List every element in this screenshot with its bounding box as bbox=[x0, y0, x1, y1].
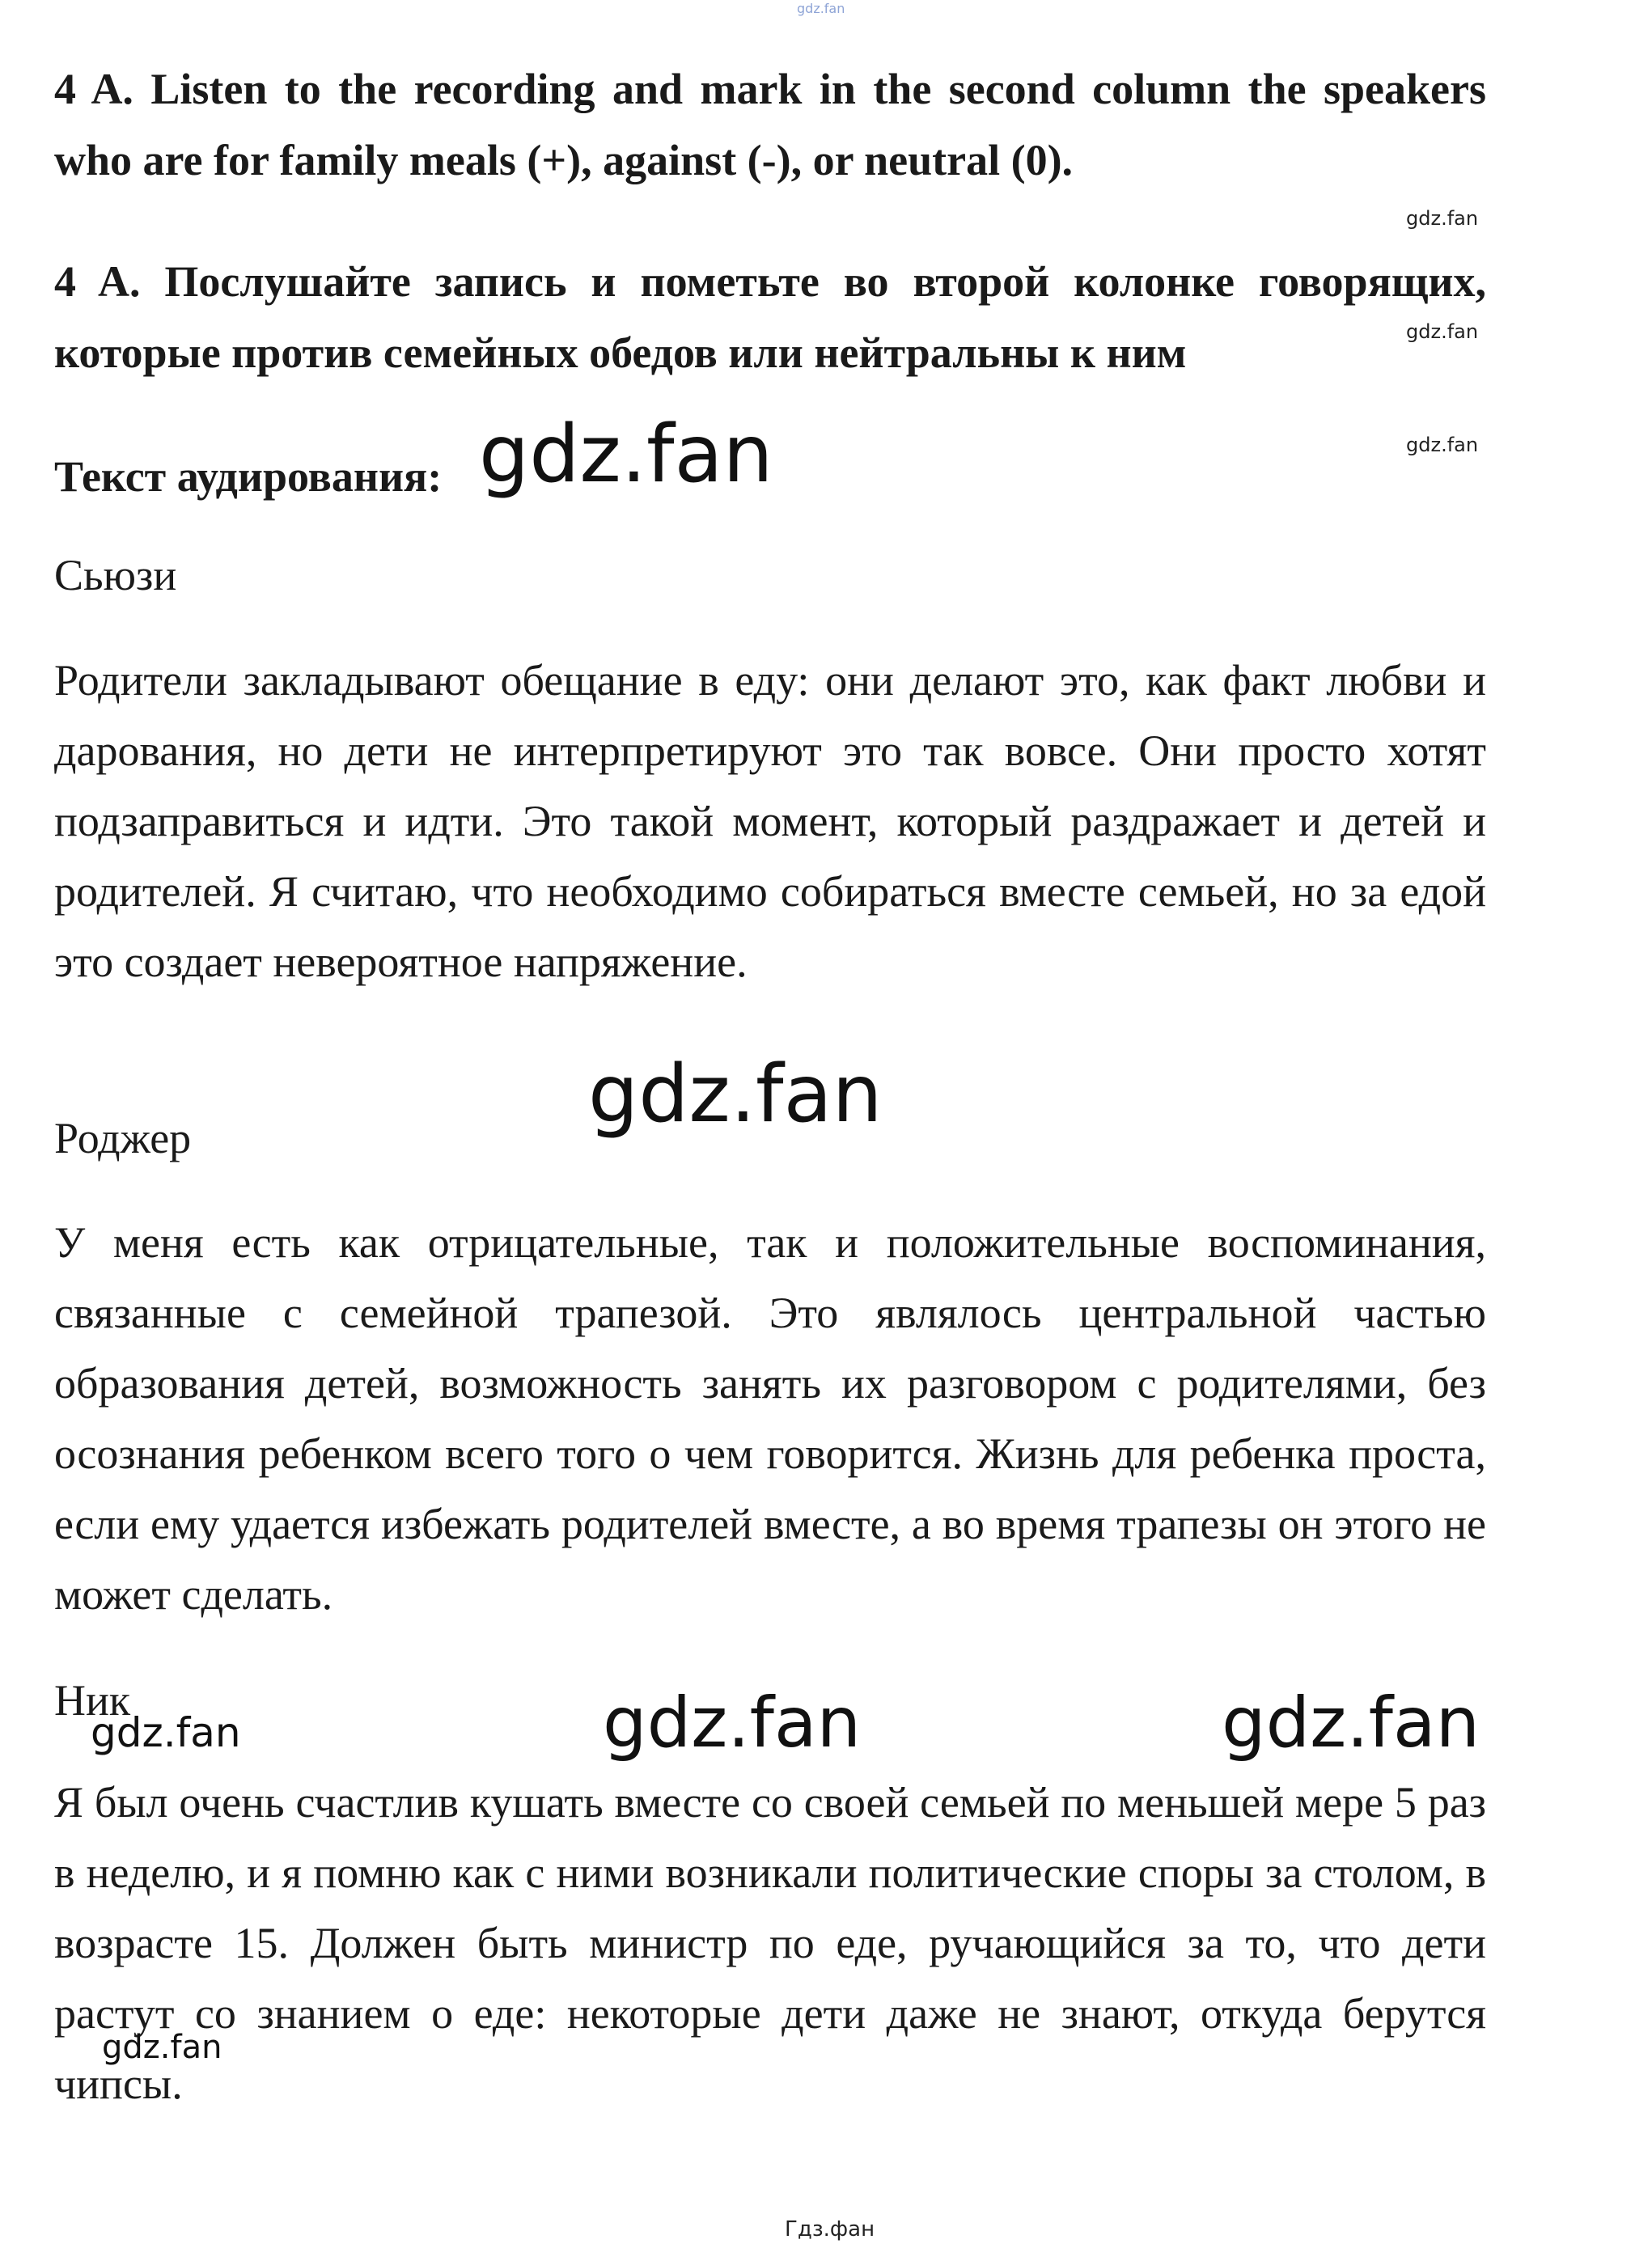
speaker-text: У меня есть как отрицательные, так и положительные воспоминания, связанные с семейной трапезой. Это являлось центральной частью образования детей, возможность занять их разговором с родителями, без осознания ребенком всего того о чем говорится. Жизнь для ребенка проста, если ему удается избежать родителей вместе, а во время трапезы он этого не может сделать. bbox=[54, 1218, 1486, 1619]
speaker-name: Сьюзи bbox=[54, 551, 177, 599]
speaker-text: Я был очень счастлив кушать вместе со своей семьей по меньшей мере 5 раз в неделю, и я помню как с ними возникали политические споры за столом, в возрасте 15. Должен быть министр по еде, ручающийся за то, что дети растут со знанием о еде: некоторые дети даже не знают, откуда берутся чипсы. bbox=[54, 1778, 1486, 2108]
watermark-small: gdz.fan bbox=[1406, 434, 1479, 456]
speaker-name: Ник bbox=[54, 1676, 131, 1725]
speaker-text: Родители закладывают обещание в еду: они делают это, как факт любви и дарования, но дети не интерпретируют это так вовсе. Они просто хотят подзаправиться и идти. Это такой момент, который раздражает и детей и родителей. Я считаю, что необходимо собираться вместе семьей, но за едой это создает невероятное напряжение. bbox=[54, 656, 1486, 986]
watermark-big: gdz.fan bbox=[603, 1683, 862, 1763]
transcript-heading: Текст аудирования: bbox=[54, 452, 443, 501]
watermark-small: gdz.fan bbox=[1406, 207, 1479, 230]
watermark-big: gdz.fan bbox=[479, 409, 773, 501]
watermark-big: gdz.fan bbox=[1222, 1683, 1480, 1763]
task-russian: 4 A. Послушайте запись и пометьте во второй колонке говорящих, которые против семейных обедов или нейтральны к ним bbox=[54, 257, 1486, 377]
watermark-medium: gdz.fan bbox=[91, 1709, 241, 1756]
watermark-top: gdz.fan bbox=[797, 1, 845, 16]
watermark-medium: gdz.fan bbox=[102, 2029, 222, 2066]
speaker-name: Роджер bbox=[54, 1114, 192, 1162]
watermark-footer: Гдз.фан bbox=[785, 2217, 875, 2242]
watermark-small: gdz.fan bbox=[1406, 320, 1479, 343]
watermark-big: gdz.fan bbox=[588, 1048, 883, 1141]
task-english: 4 A. Listen to the recording and mark in the second column the speakers who are for family meals (+), against (-), or neutral (0). bbox=[54, 65, 1486, 184]
